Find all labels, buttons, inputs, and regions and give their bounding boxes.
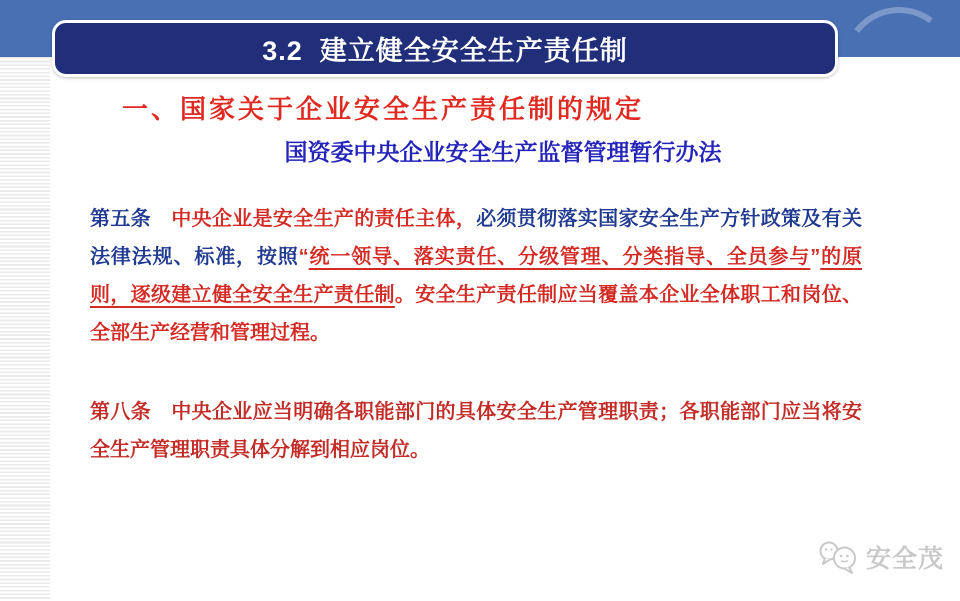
text-line bbox=[90, 200, 862, 238]
article-8-paragraph bbox=[90, 393, 862, 469]
text-run: 的原 bbox=[820, 246, 863, 268]
text-run: 中央企业应当明确各职能部门的具体安全生产管理职责；各职能部门应当将安 bbox=[171, 401, 863, 423]
text-run: 统一领导、落实责任、分级管理、分类指导、全员参与 bbox=[308, 246, 811, 268]
text-run: 全部生产经营和管理过程。 bbox=[90, 322, 330, 344]
text-run: 必须贯彻落实国家安全生产方针政策及有关 bbox=[476, 208, 863, 230]
text-line bbox=[90, 393, 862, 431]
text-run: 则，逐级建立健全安全生产责任制 bbox=[90, 284, 395, 306]
text-run: 安全生产责任制应当覆盖本企业全体职工和岗位、 bbox=[415, 284, 863, 306]
text-line bbox=[90, 314, 862, 352]
watermark-text: 安全茂 bbox=[865, 545, 944, 573]
text-run: “ bbox=[298, 246, 309, 268]
text-run: 第八条 bbox=[90, 401, 172, 423]
article-5-paragraph bbox=[90, 200, 862, 352]
text-line bbox=[90, 276, 862, 314]
watermark bbox=[818, 539, 944, 575]
arc-decoration-icon bbox=[836, 0, 960, 57]
text-run: ， bbox=[455, 208, 477, 230]
slide-title: 3.2 建立健全安全生产责任制 bbox=[262, 36, 628, 66]
chat-bubbles-icon bbox=[818, 539, 860, 575]
left-stripe-decoration bbox=[0, 57, 50, 601]
text-run: 中央企业是安全生产的责任主体 bbox=[171, 208, 456, 230]
slide-title-bar bbox=[52, 20, 838, 77]
regulation-subtitle: 国资委中央企业安全生产监督管理暂行办法 bbox=[284, 140, 722, 165]
text-run: 法律法规、标准，按照 bbox=[90, 246, 299, 268]
text-run: ” bbox=[810, 246, 821, 268]
section-heading: 一、国家关于企业安全生产责任制的规定 bbox=[122, 94, 645, 124]
text-run: 全生产管理职责具体分解到相应岗位。 bbox=[90, 439, 430, 461]
text-line bbox=[90, 238, 862, 276]
slide-content bbox=[90, 92, 862, 469]
text-line bbox=[90, 431, 862, 469]
text-run: 。 bbox=[394, 284, 416, 306]
text-run: 第五条 bbox=[90, 208, 172, 230]
